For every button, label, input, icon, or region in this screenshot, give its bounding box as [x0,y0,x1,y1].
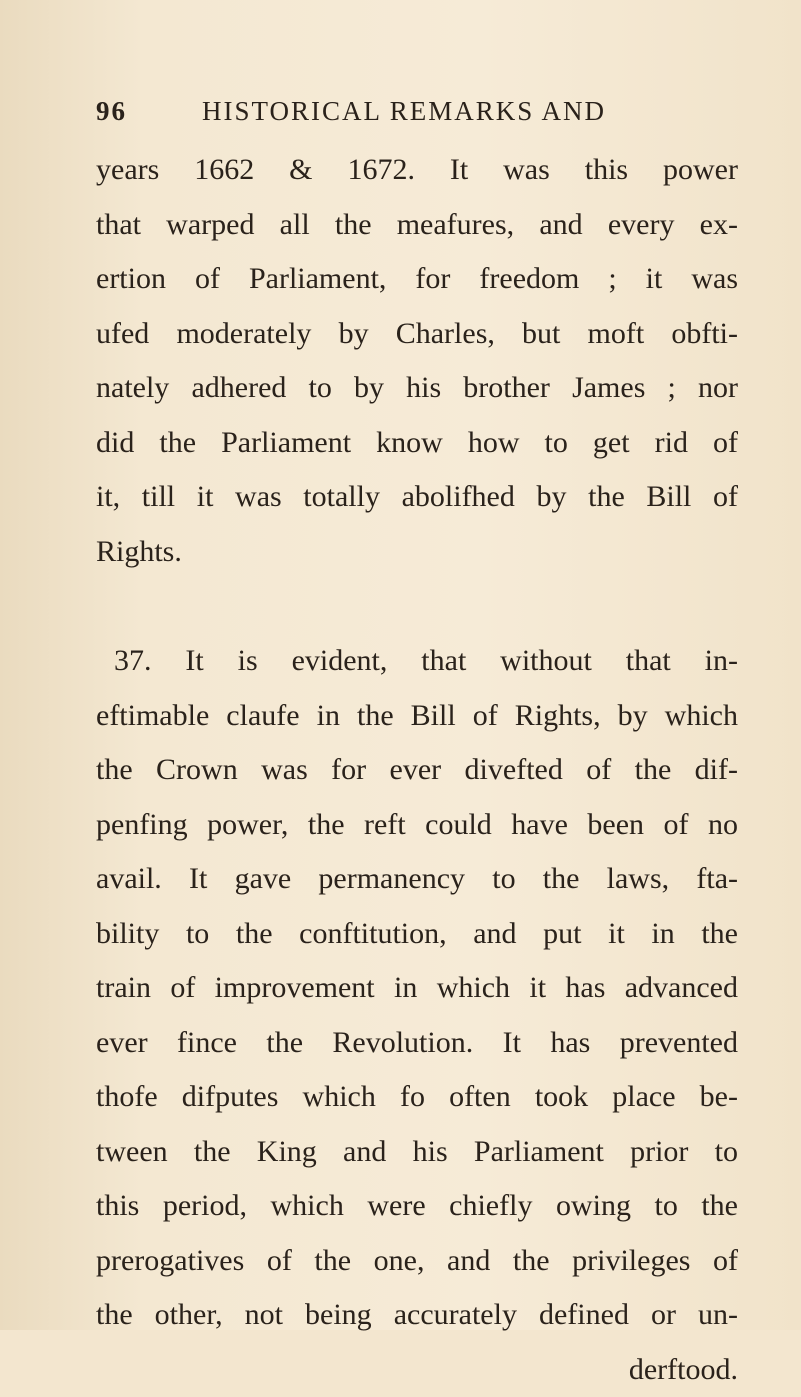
text-line: the other, not being accurately defined or un- [96,1288,738,1343]
text-line: train of improvement in which it has advanced [96,961,738,1016]
running-head: HISTORICAL REMARKS AND [202,96,606,127]
page-header [96,96,746,138]
text-line: penfing power, the reft could have been of no [96,798,738,853]
text-line: did the Parliament know how to get rid of [96,416,738,471]
text-line: years 1662 & 1672. It was this power [96,143,738,198]
text-line: bility to the conftitution, and put it in the [96,907,738,962]
text-line: nately adhered to by his brother James ; nor [96,361,738,416]
text-line: this period, which were chiefly owing to the [96,1179,738,1234]
text-line: 37. It is evident, that without that in- [96,634,738,689]
text-line: eftimable claufe in the Bill of Rights, by which [96,689,738,744]
text-line: derftood. [96,1343,738,1397]
body-text [96,143,738,1397]
text-line: the Crown was for ever divefted of the dif- [96,743,738,798]
paragraph [96,634,738,1397]
text-line: ertion of Parliament, for freedom ; it was [96,252,738,307]
paragraph-spacer [96,579,738,634]
page-number: 96 [96,96,127,127]
text-line: thofe difputes which fo often took place be- [96,1070,738,1125]
text-line: prerogatives of the one, and the privileges of [96,1234,738,1289]
text-line: Rights. [96,525,738,580]
text-line: ever fince the Revolution. It has prevented [96,1016,738,1071]
text-line: tween the King and his Parliament prior to [96,1125,738,1180]
text-line: it, till it was totally abolifhed by the Bill of [96,470,738,525]
text-line: that warped all the meafures, and every ex- [96,198,738,253]
text-line: avail. It gave permanency to the laws, fta- [96,852,738,907]
paragraph [96,143,738,579]
text-line: ufed moderately by Charles, but moft obfti- [96,307,738,362]
